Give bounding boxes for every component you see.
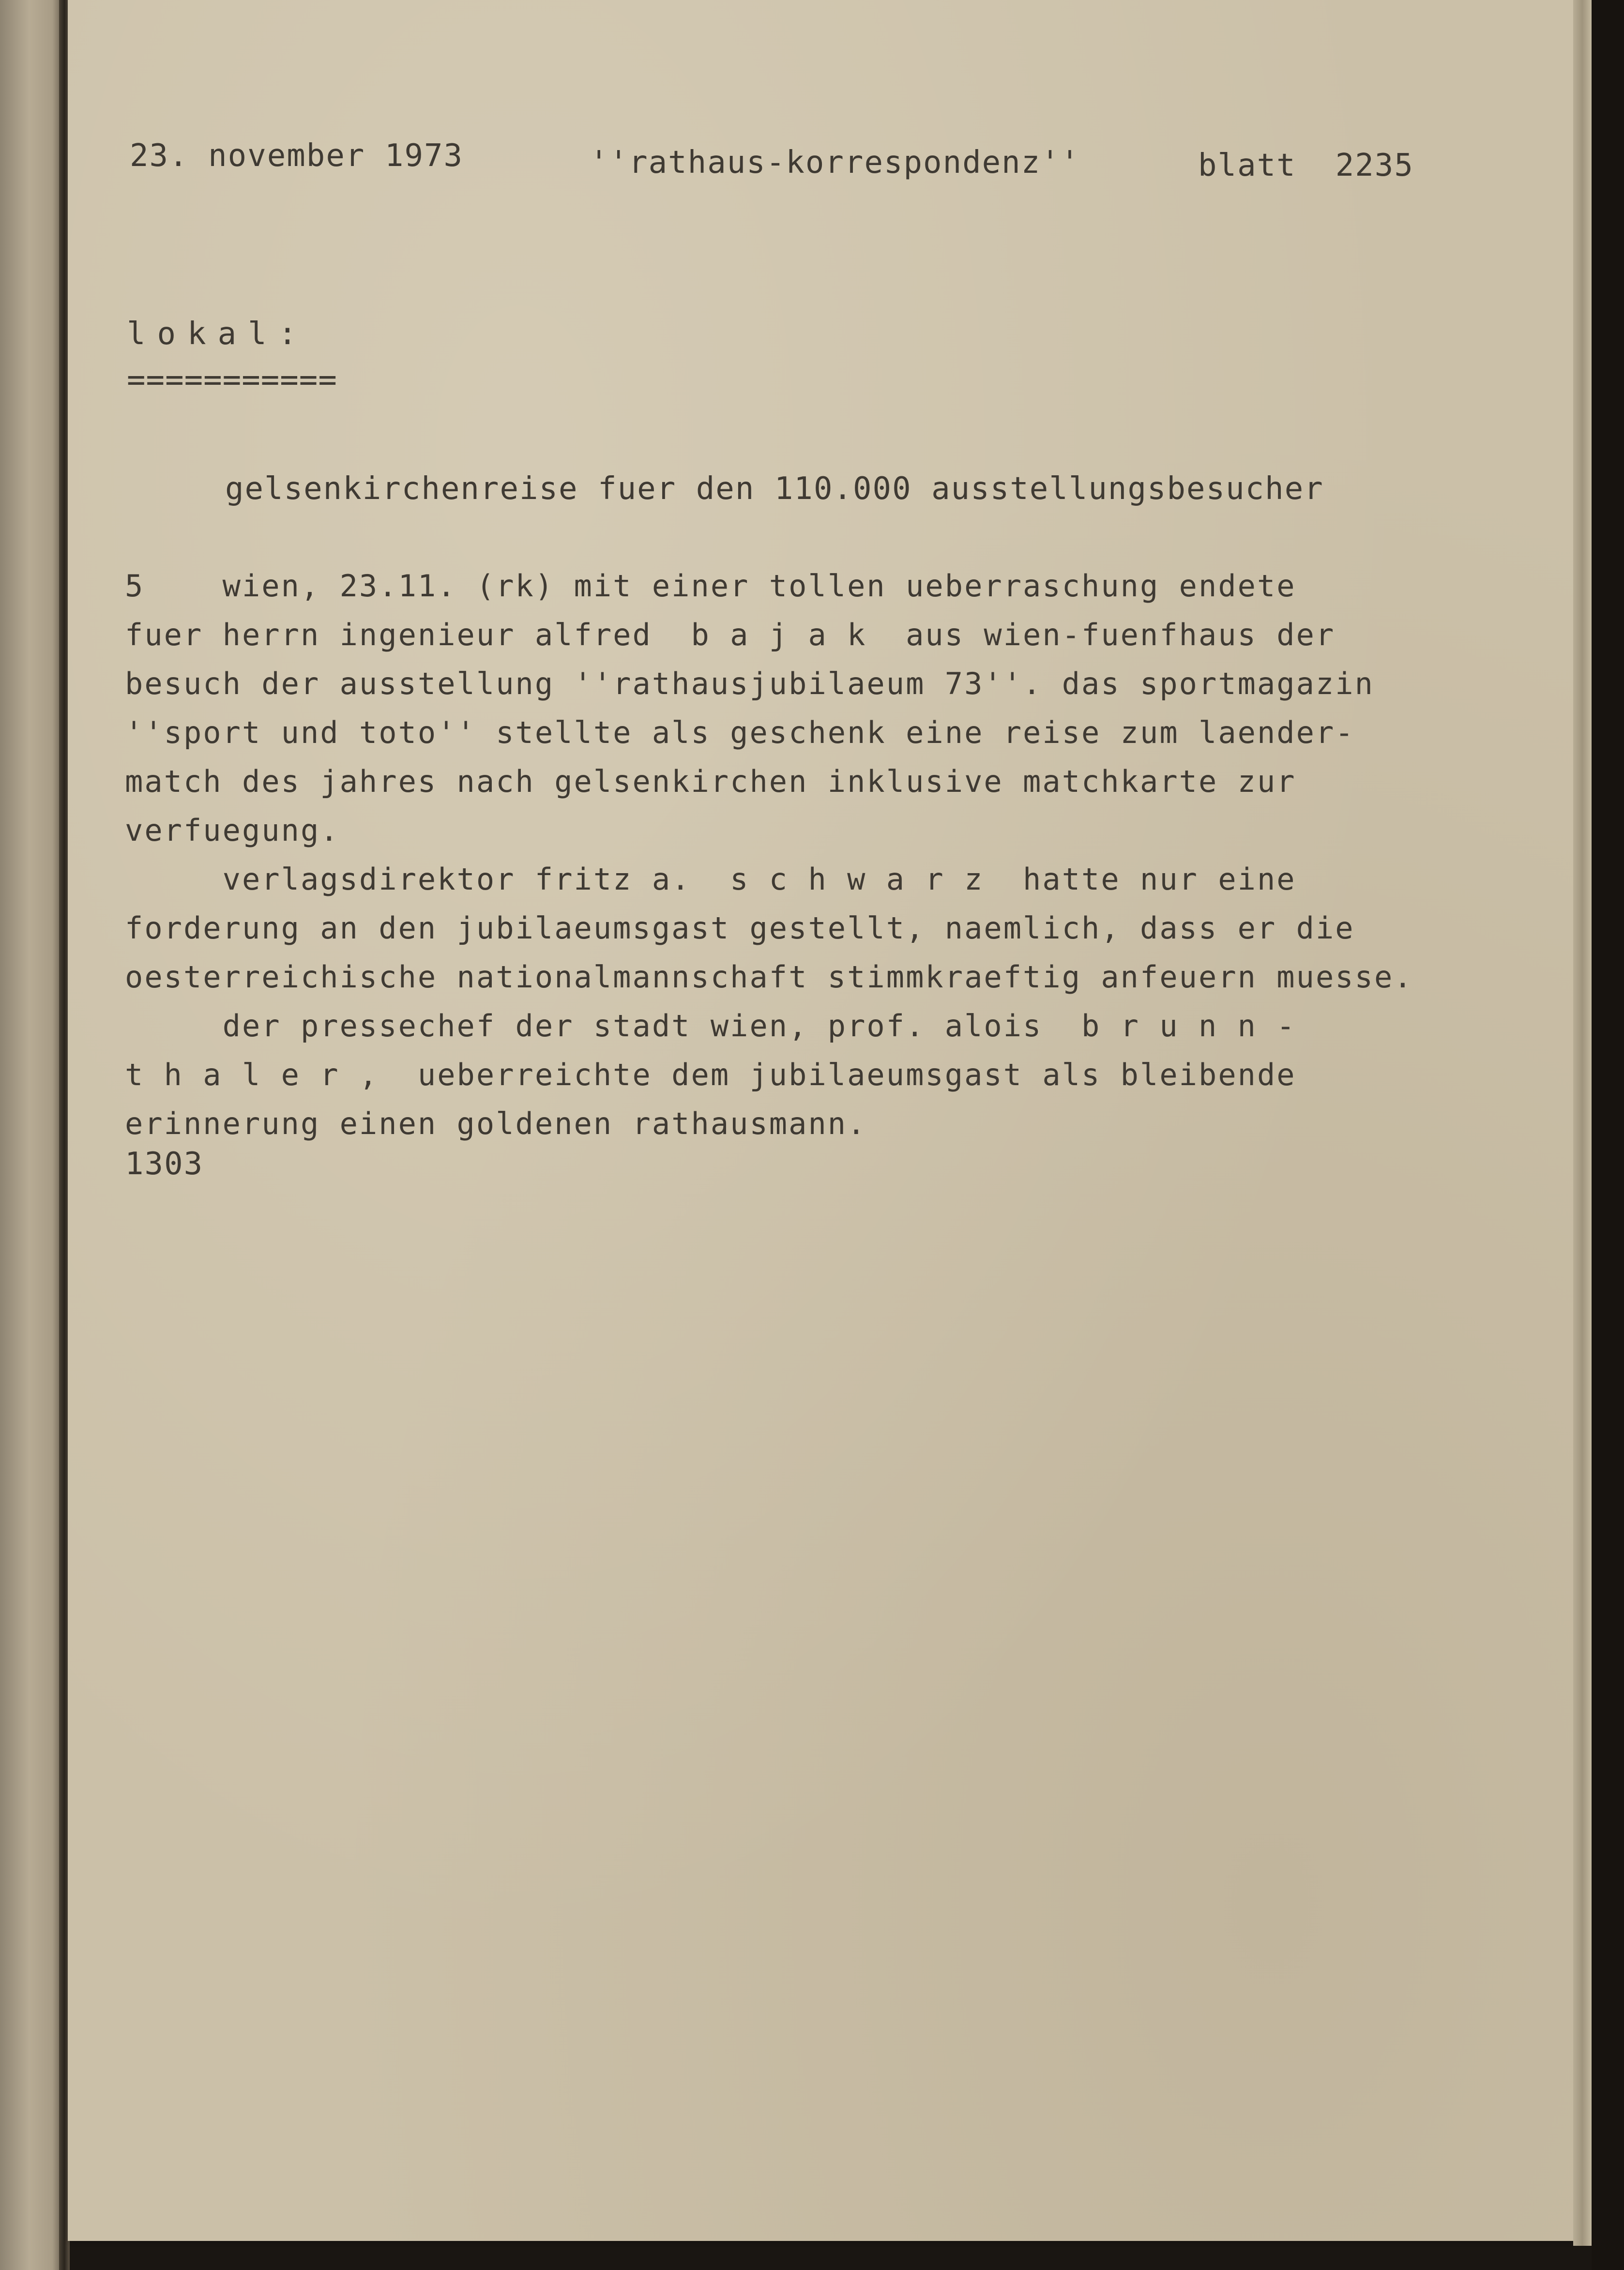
- closing-code: 1303: [125, 1146, 204, 1182]
- header-publication: ''rathaus-korrespondenz'': [590, 145, 1080, 181]
- body-line: verlagsdirektor fritz a. s c h w a r z hatte nur eine: [125, 862, 1296, 897]
- body-line: oesterreichische nationalmannschaft stimmkraeftig anfeuern muesse.: [125, 959, 1413, 995]
- header-date: 23. november 1973: [130, 138, 464, 174]
- body-line: verfuegung.: [125, 813, 340, 848]
- body-line: fuer herrn ingenieur alfred b a j a k aus wien-fuenfhaus der: [125, 617, 1336, 652]
- article-headline: gelsenkirchenreise fuer den 110.000 ausstellungsbesucher: [225, 471, 1324, 507]
- page-stack-edge: [1573, 0, 1592, 2246]
- section-underline: ===========: [127, 362, 337, 398]
- article-body: [125, 561, 1413, 1148]
- adjacent-page-edge: [0, 0, 65, 2270]
- body-line: match des jahres nach gelsenkirchen inklusive matchkarte zur: [125, 764, 1296, 799]
- body-line: besuch der ausstellung ''rathausjubilaeum 73''. das sportmagazin: [125, 666, 1374, 701]
- body-line: erinnerung einen goldenen rathausmann.: [125, 1106, 867, 1141]
- body-line: ''sport und toto'' stellte als geschenk eine reise zum laender-: [125, 715, 1355, 750]
- header-sheet-number: blatt 2235: [1198, 148, 1414, 183]
- body-line: 5 wien, 23.11. (rk) mit einer tollen ueberraschung endete: [125, 568, 1296, 604]
- section-label: lokal:: [127, 316, 309, 352]
- body-line: forderung an den jubilaeumsgast gestellt, naemlich, dass er die: [125, 910, 1355, 946]
- scan-background: [1592, 0, 1624, 2270]
- body-line: t h a l e r , ueberreichte dem jubilaeumsgast als bleibende: [125, 1057, 1296, 1092]
- body-line: der pressechef der stadt wien, prof. alois b r u n n -: [125, 1008, 1296, 1044]
